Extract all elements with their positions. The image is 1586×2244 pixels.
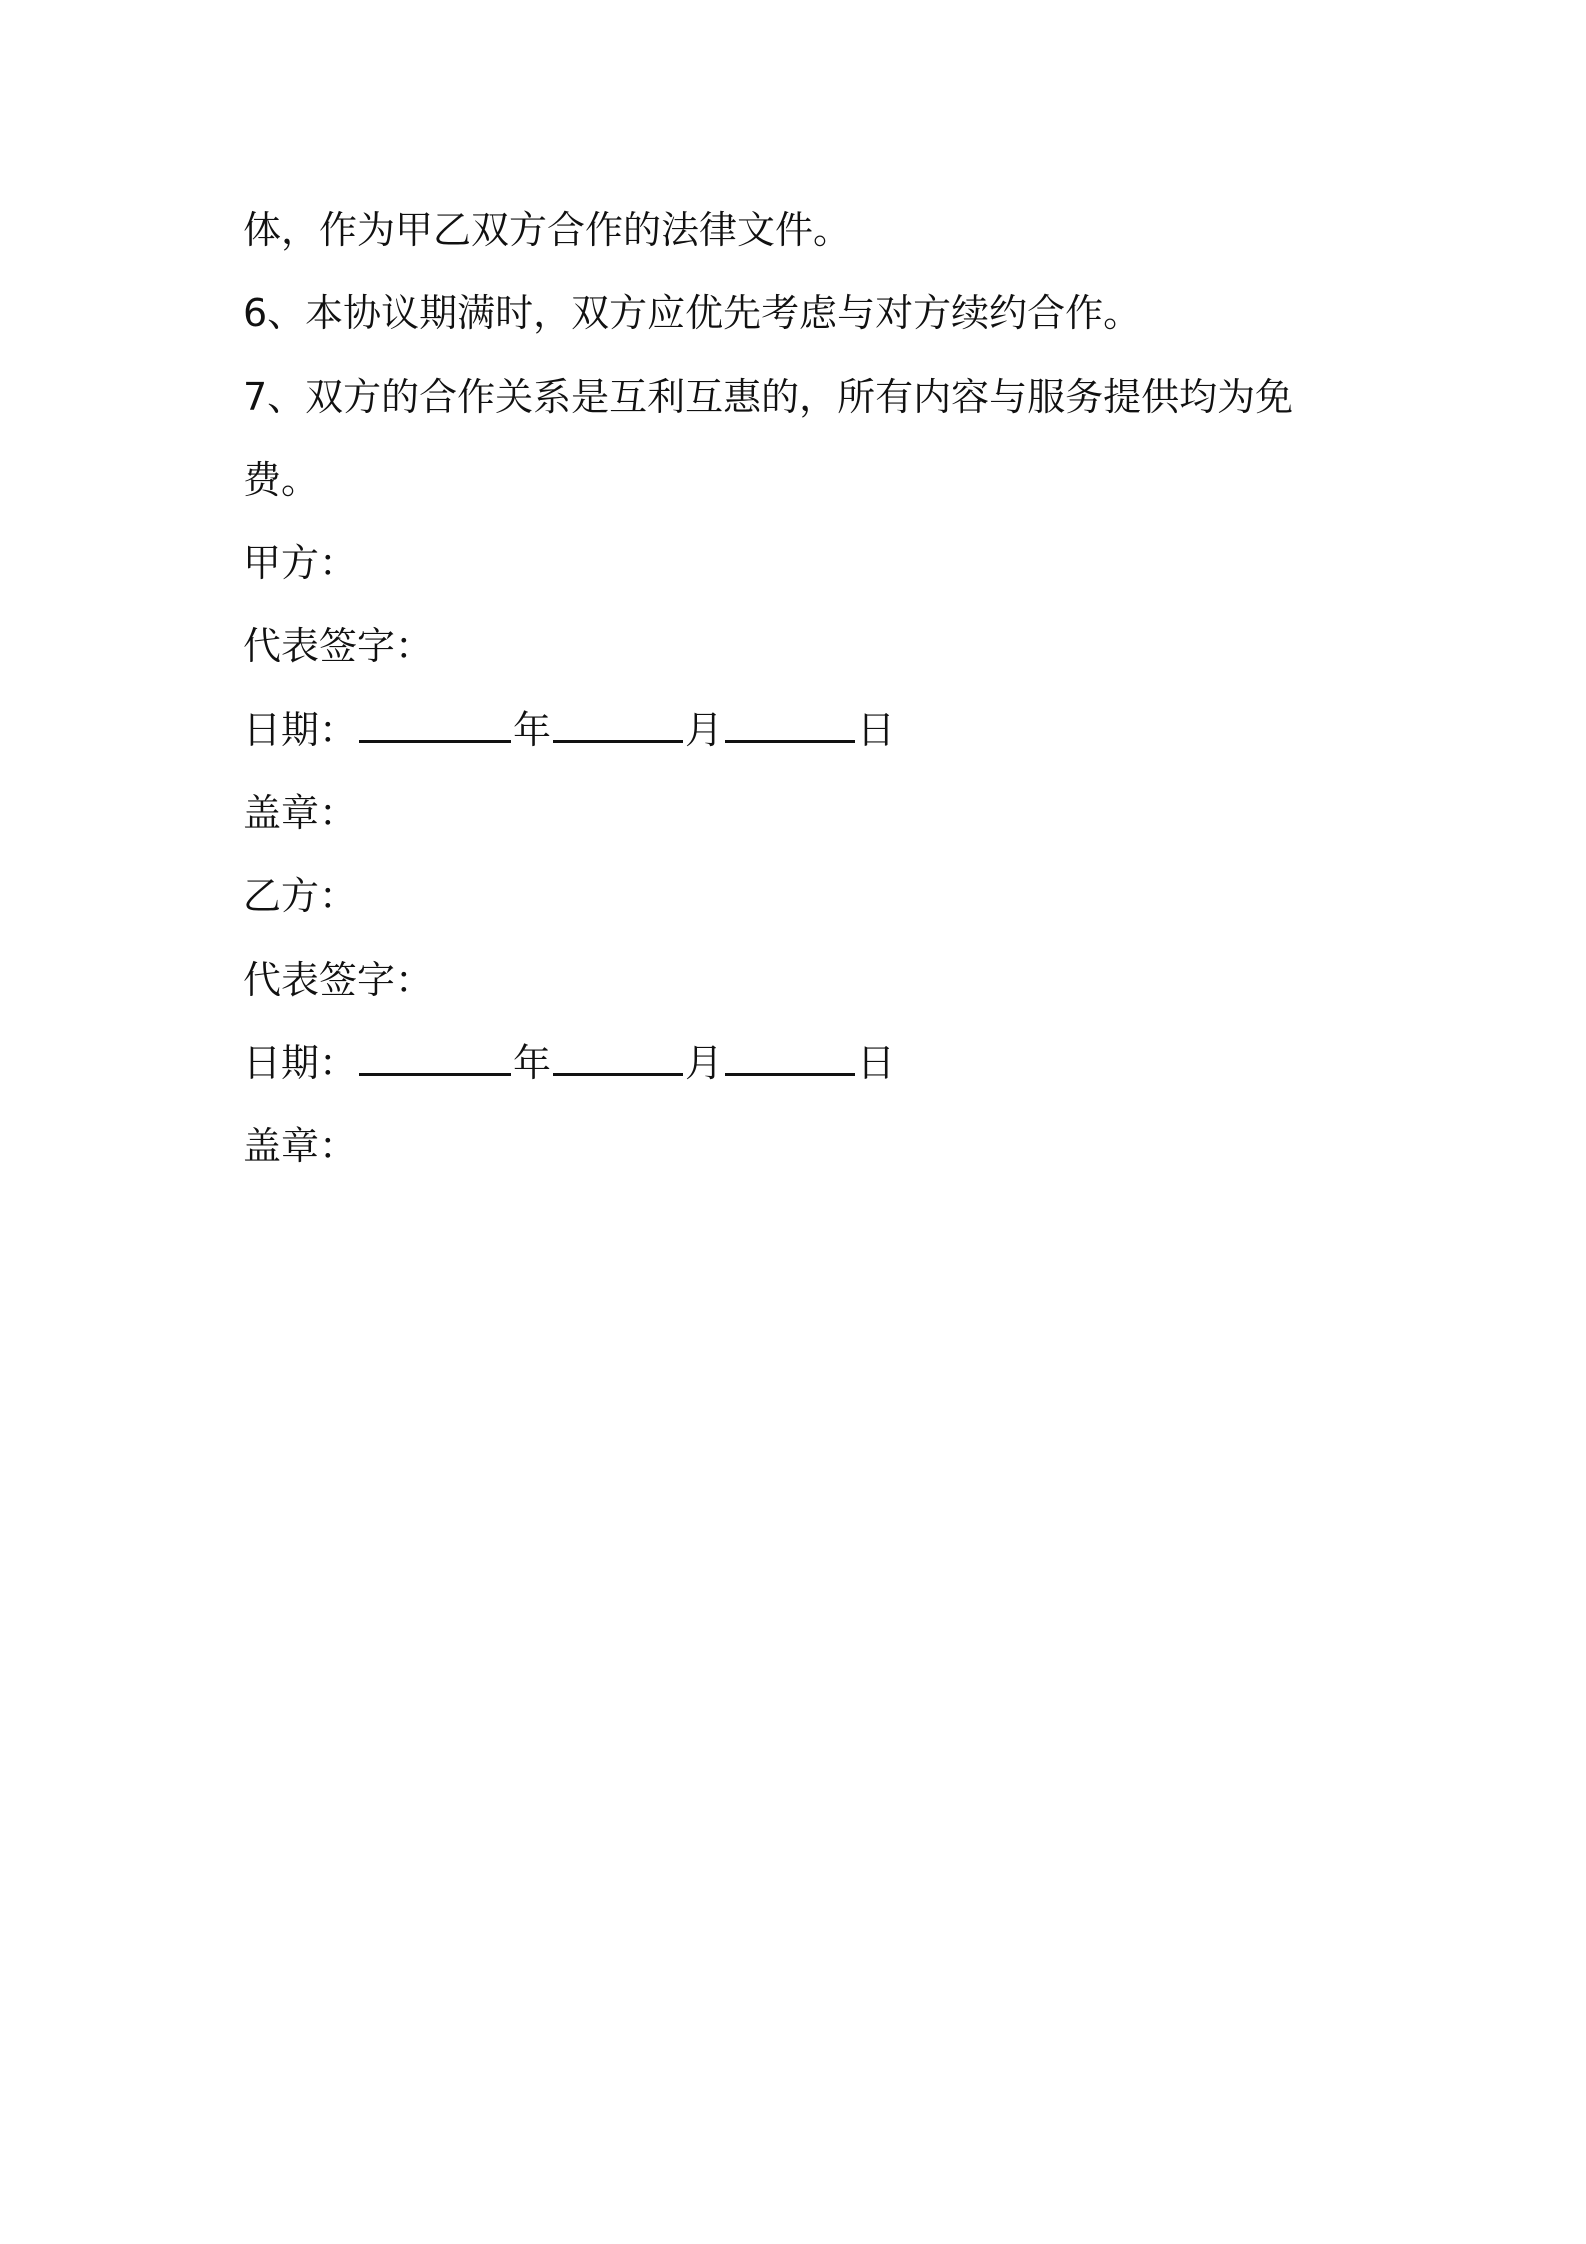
- party-a-rep-sign: 代表签字：: [243, 624, 434, 668]
- date-label: 日期：: [243, 708, 358, 752]
- day-label: 日: [857, 708, 896, 752]
- party-b-rep-sign: 代表签字：: [243, 958, 434, 1002]
- party-a-seal: 盖章：: [243, 791, 358, 835]
- day-blank: [725, 710, 855, 743]
- month-blank: [553, 1043, 683, 1076]
- year-label: 年: [513, 1041, 552, 1085]
- year-blank: [359, 1043, 511, 1076]
- paragraph-7: 7、双方的合作关系是互利互惠的，所有内容与服务提供均为免: [243, 375, 1294, 419]
- party-b-label: 乙方：: [243, 874, 358, 918]
- party-a-label: 甲方：: [243, 541, 358, 585]
- party-b-seal: 盖章：: [243, 1124, 358, 1168]
- day-label: 日: [857, 1041, 896, 1085]
- year-blank: [359, 710, 511, 743]
- month-blank: [553, 710, 683, 743]
- date-label: 日期：: [243, 1041, 358, 1085]
- day-blank: [725, 1043, 855, 1076]
- year-label: 年: [513, 708, 552, 752]
- paragraph-1: 体，作为甲乙双方合作的法律文件。: [243, 208, 852, 252]
- party-b-date-line: [243, 1038, 895, 1088]
- month-label: 月: [685, 708, 724, 752]
- party-a-date-line: [243, 705, 895, 755]
- paragraph-6: 6、本协议期满时，双方应优先考虑与对方续约合作。: [243, 291, 1142, 335]
- paragraph-7-cont: 费。: [243, 458, 320, 502]
- month-label: 月: [685, 1041, 724, 1085]
